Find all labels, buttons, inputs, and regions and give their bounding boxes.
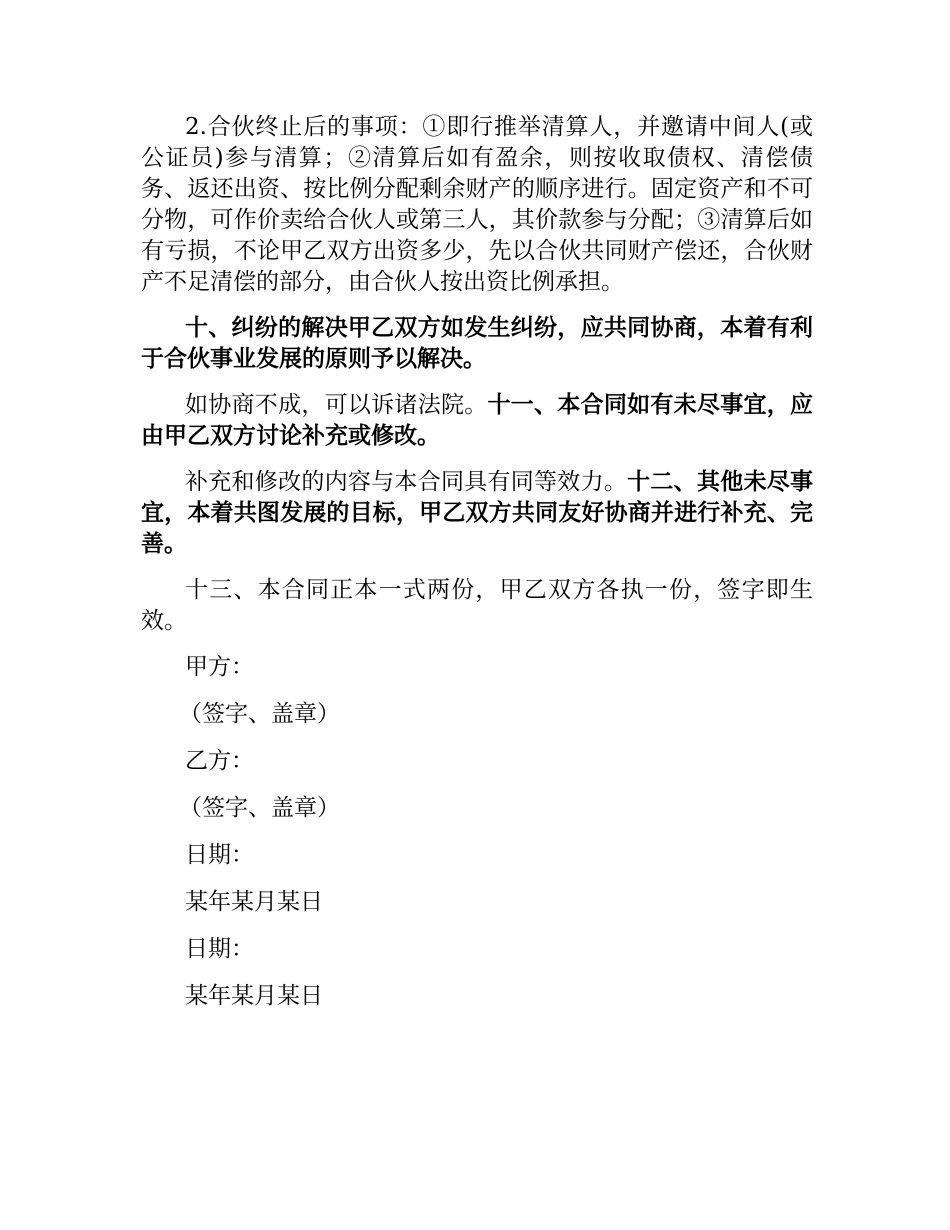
clause-dispute-resolution: 十、纠纷的解决甲乙双方如发生纠纷，应共同协商，本着有利于合伙事业发展的原则予以解决。: [141, 315, 813, 372]
clause-twelve-heading: 十二、其他未尽事宜，本着共图发展的目标，甲乙双方共同友好协商并进行补充、完善。: [141, 469, 814, 557]
party-a-signature: （签字、盖章）: [179, 701, 340, 727]
date-label-2: 日期：: [185, 936, 254, 962]
date-value-2: 某年某月某日: [185, 983, 323, 1009]
clause-litigation-and-supplement: [141, 390, 813, 452]
clause-supplement-effect: [141, 467, 813, 560]
clause-termination-matters: 2.合伙终止后的事项：①即行推举清算人，并邀请中间人(或公证员)参与清算；②清算后如有盈余，则按收取债权、清偿债务、返还出资、按比例分配剩余财产的顺序进行。固定资产和不可分物，可作价卖给合伙人或第三人，其价款参与分配；③清算后如有亏损，不论甲乙双方出资多少，先以合伙共同财产偿还，合伙财产不足清偿的部分，由合伙人按出资比例承担。: [141, 114, 813, 295]
supplement-effect-text: 补充和修改的内容与本合同具有同等效力。: [185, 469, 628, 495]
date-label-1: 日期：: [185, 842, 254, 868]
party-b-signature: （签字、盖章）: [179, 795, 340, 821]
litigation-text: 如协商不成，可以诉诸法院。: [185, 392, 488, 418]
party-b-label: 乙方：: [185, 748, 254, 774]
clause-copies: 十三、本合同正本一式两份，甲乙双方各执一份，签字即生效。: [141, 577, 813, 634]
clause-eleven-heading: 十一、本合同如有未尽事宜，应由甲乙双方讨论补充或修改。: [141, 392, 814, 449]
party-a-label: 甲方：: [185, 654, 254, 680]
contract-page: [141, 112, 813, 1028]
date-value-1: 某年某月某日: [185, 889, 323, 915]
